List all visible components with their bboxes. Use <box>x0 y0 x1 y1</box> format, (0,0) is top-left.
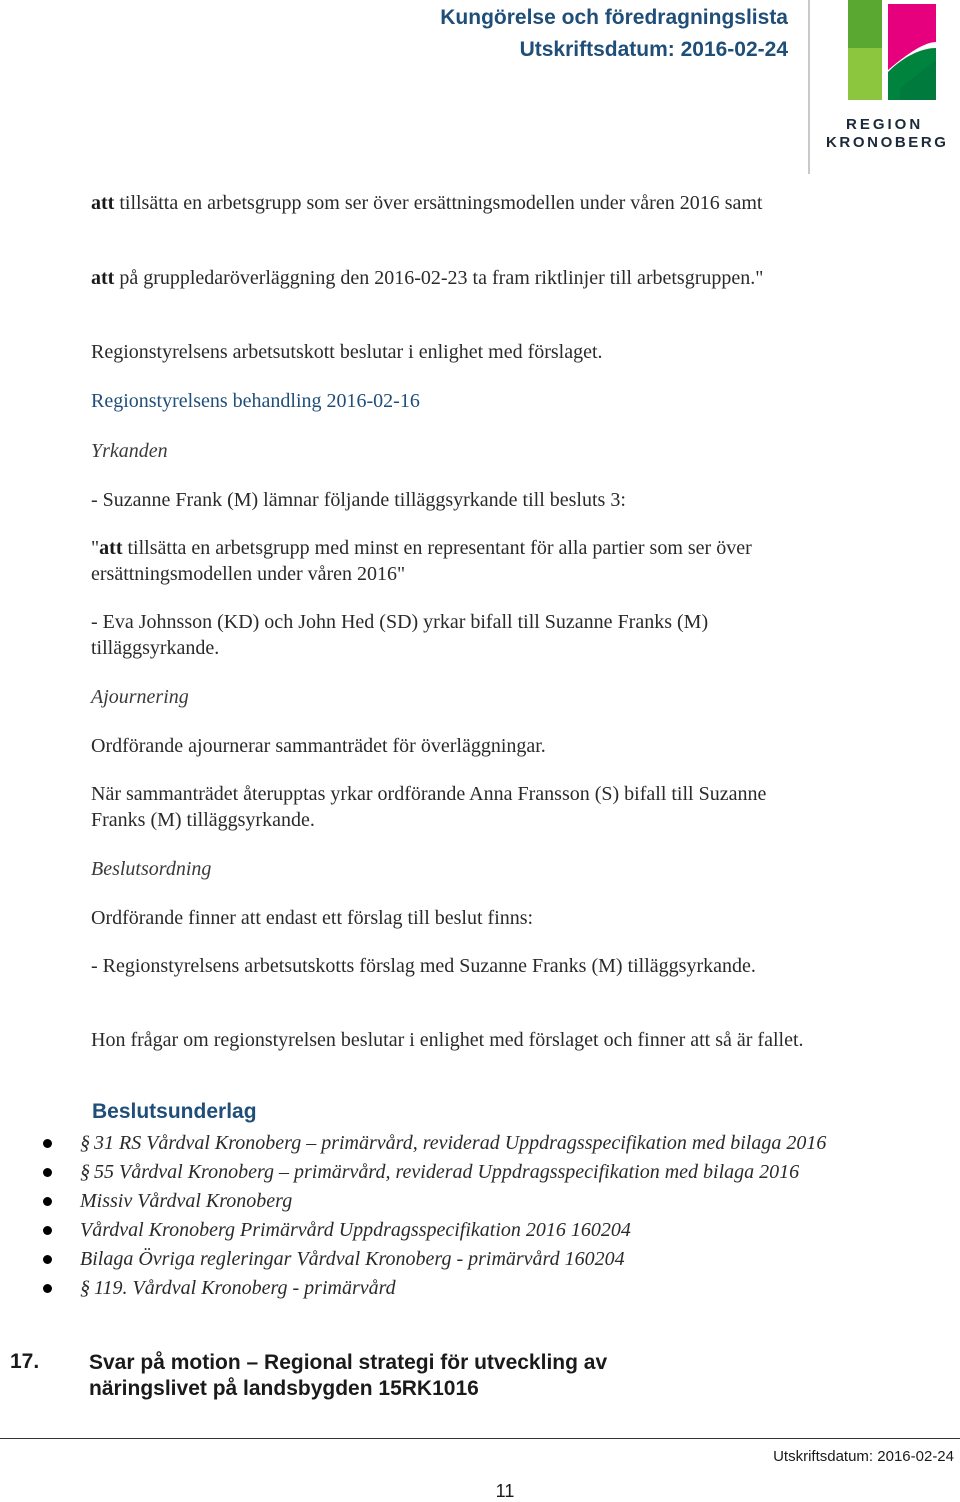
paragraph-yrkande-1: - Suzanne Frank (M) lämnar följande tilläggsyrkande till besluts 3: <box>91 489 626 511</box>
beslutsunderlag-list <box>40 1129 840 1303</box>
attachment-title: Vårdval Kronoberg Primärvård Uppdragsspecifikation 2016 160204 <box>80 1219 631 1241</box>
paragraph-sign-icon: § <box>80 1161 90 1183</box>
paragraph-ajournering: Ordförande ajournerar sammanträdet för överläggningar. <box>91 735 546 757</box>
paragraph-arbetsutskott: Regionstyrelsens arbetsutskott beslutar i enlighet med förslaget. <box>91 341 603 363</box>
agenda-item-number: 17. <box>10 1350 40 1373</box>
attachment-link[interactable] <box>40 1158 840 1187</box>
beslutsunderlag-heading: Beslutsunderlag <box>92 1100 257 1123</box>
att-keyword: att <box>91 192 115 214</box>
attachment-link[interactable] <box>40 1274 840 1303</box>
paragraph-yrkande-2: - Eva Johnsson (KD) och John Hed (SD) yrkar bifall till Suzanne Franks (M) tilläggsyrkande. <box>91 611 709 659</box>
bullet-icon <box>43 1255 52 1264</box>
logo-mark-icon <box>840 0 958 112</box>
logo-text-region: REGION <box>846 116 924 133</box>
header-divider <box>808 0 810 174</box>
subheading-beslutsordning: Beslutsordning <box>91 858 212 880</box>
page-number: 11 <box>495 1481 515 1501</box>
attachment-link[interactable] <box>40 1245 840 1274</box>
subheading-yrkanden: Yrkanden <box>91 440 168 462</box>
bullet-icon <box>43 1168 52 1177</box>
section-heading-behandling: Regionstyrelsens behandling 2016-02-16 <box>91 390 420 412</box>
paragraph-sign-icon: § <box>80 1277 90 1299</box>
paragraph-att-1 <box>91 190 811 216</box>
attachment-title: Bilaga Övriga regleringar Vårdval Kronoberg - primärvård 160204 <box>80 1248 625 1270</box>
paragraph-quote <box>91 535 811 587</box>
paragraph-text: på gruppledaröverläggning den 2016-02-23 ta fram riktlinjer till arbetsgruppen." <box>114 267 764 289</box>
paragraph-ateruppt: När sammanträdet återupptas yrkar ordförande Anna Fransson (S) bifall till Suzanne Franks (M) tilläggsyrkande. <box>91 783 767 831</box>
footer-divider <box>0 1438 960 1439</box>
attachment-link[interactable] <box>40 1129 840 1158</box>
agenda-item-title: Svar på motion – Regional strategi för utveckling av näringslivet på landsbygden 15RK1016 <box>89 1351 608 1400</box>
print-date-header: Utskriftsdatum: 2016-02-24 <box>519 38 788 61</box>
region-kronoberg-logo <box>826 0 958 160</box>
attachment-title: Missiv Vårdval Kronoberg <box>80 1190 293 1212</box>
att-keyword: att <box>91 267 115 289</box>
logo-text-kronoberg: KRONOBERG <box>826 134 949 151</box>
attachment-title: 119. Vårdval Kronoberg - primärvård <box>94 1277 396 1299</box>
att-keyword: att <box>99 537 123 559</box>
paragraph-sign-icon: § <box>80 1132 90 1154</box>
print-date-footer: Utskriftsdatum: 2016-02-24 <box>773 1448 954 1465</box>
paragraph-att-2 <box>91 265 811 291</box>
subheading-ajournering: Ajournering <box>91 686 189 708</box>
attachment-link[interactable] <box>40 1187 840 1216</box>
quote-mark: " <box>91 537 100 559</box>
paragraph-fraga: Hon frågar om regionstyrelsen beslutar i enlighet med förslaget och finner att så är fallet. <box>91 1029 804 1051</box>
bullet-icon <box>43 1284 52 1293</box>
document-title: Kungörelse och föredragningslista <box>440 6 788 29</box>
attachment-link[interactable] <box>40 1216 840 1245</box>
bullet-icon <box>43 1226 52 1235</box>
paragraph-text: tillsätta en arbetsgrupp med minst en representant för alla partier som ser över ersättningsmodellen under våren 2016" <box>91 537 752 585</box>
paragraph-forslag: - Regionstyrelsens arbetsutskotts förslag med Suzanne Franks (M) tilläggsyrkande. <box>91 955 756 977</box>
paragraph-text: tillsätta en arbetsgrupp som ser över ersättningsmodellen under våren 2016 samt <box>114 192 763 214</box>
paragraph-beslutsordning: Ordförande finner att endast ett förslag till beslut finns: <box>91 907 534 929</box>
bullet-icon <box>43 1139 52 1148</box>
attachment-title: 55 Vårdval Kronoberg – primärvård, reviderad Uppdragsspecifikation med bilaga 2016 <box>94 1161 800 1183</box>
attachment-title: 31 RS Vårdval Kronoberg – primärvård, reviderad Uppdragsspecifikation med bilaga 2016 <box>94 1132 827 1154</box>
bullet-icon <box>43 1197 52 1206</box>
